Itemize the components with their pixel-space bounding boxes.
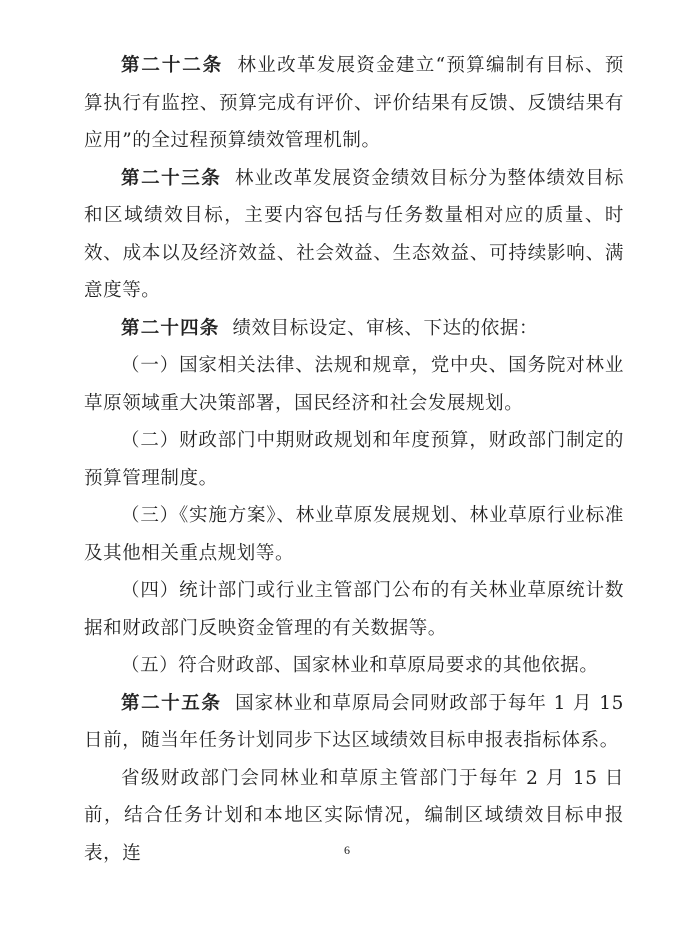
paragraph-text: 林业改革发展资金建立“预算编制有目标、预算执行有监控、预算完成有评价、评价结果有反馈、反馈结果有应用”的全过程预算绩效管理机制。 bbox=[84, 55, 624, 151]
paragraph-text: 绩效目标设定、审核、下达的依据： bbox=[232, 317, 539, 339]
paragraph-article-22 bbox=[84, 47, 624, 160]
list-item-1 bbox=[84, 347, 624, 422]
page-number: 6 bbox=[344, 843, 350, 857]
paragraph-text: 国家林业和草原局会同财政部于每年 1 月 15 日前，随当年任务计划同步下达区域绩效目标申报表指标体系。 bbox=[84, 692, 624, 751]
list-item-5 bbox=[84, 647, 624, 685]
article-heading: 第二十二条 bbox=[121, 55, 224, 76]
paragraph-text: （二）财政部门中期财政规划和年度预算，财政部门制定的预算管理制度。 bbox=[84, 430, 624, 489]
article-heading: 第二十四条 bbox=[121, 317, 220, 339]
paragraph-article-24 bbox=[84, 310, 624, 348]
body-text bbox=[84, 47, 624, 872]
article-heading: 第二十五条 bbox=[121, 692, 222, 714]
list-item-4 bbox=[84, 572, 624, 647]
paragraph-article-25 bbox=[84, 685, 624, 760]
paragraph-text: （三）《实施方案》、林业草原发展规划、林业草原行业标准及其他相关重点规划等。 bbox=[84, 505, 624, 564]
list-item-2 bbox=[84, 422, 624, 497]
paragraph-text: 林业改革发展资金绩效目标分为整体绩效目标和区域绩效目标，主要内容包括与任务数量相对应的质量、时效、成本以及经济效益、社会效益、生态效益、可持续影响、满意度等。 bbox=[84, 167, 624, 301]
paragraph-text: （五）符合财政部、国家林业和草原局要求的其他依据。 bbox=[121, 655, 599, 676]
paragraph-text: （一）国家相关法律、法规和规章，党中央、国务院对林业草原领域重大决策部署，国民经济和社会发展规划。 bbox=[84, 355, 624, 414]
paragraph-article-23 bbox=[84, 160, 624, 310]
paragraph-text: 省级财政部门会同林业和草原主管部门于每年 2 月 15 日前，结合任务计划和本地区实际情况，编制区域绩效目标申报表，连 bbox=[84, 767, 624, 864]
list-item-3 bbox=[84, 497, 624, 572]
paragraph-text: （四）统计部门或行业主管部门公布的有关林业草原统计数据和财政部门反映资金管理的有关数据等。 bbox=[84, 580, 624, 639]
article-heading: 第二十三条 bbox=[121, 167, 222, 189]
